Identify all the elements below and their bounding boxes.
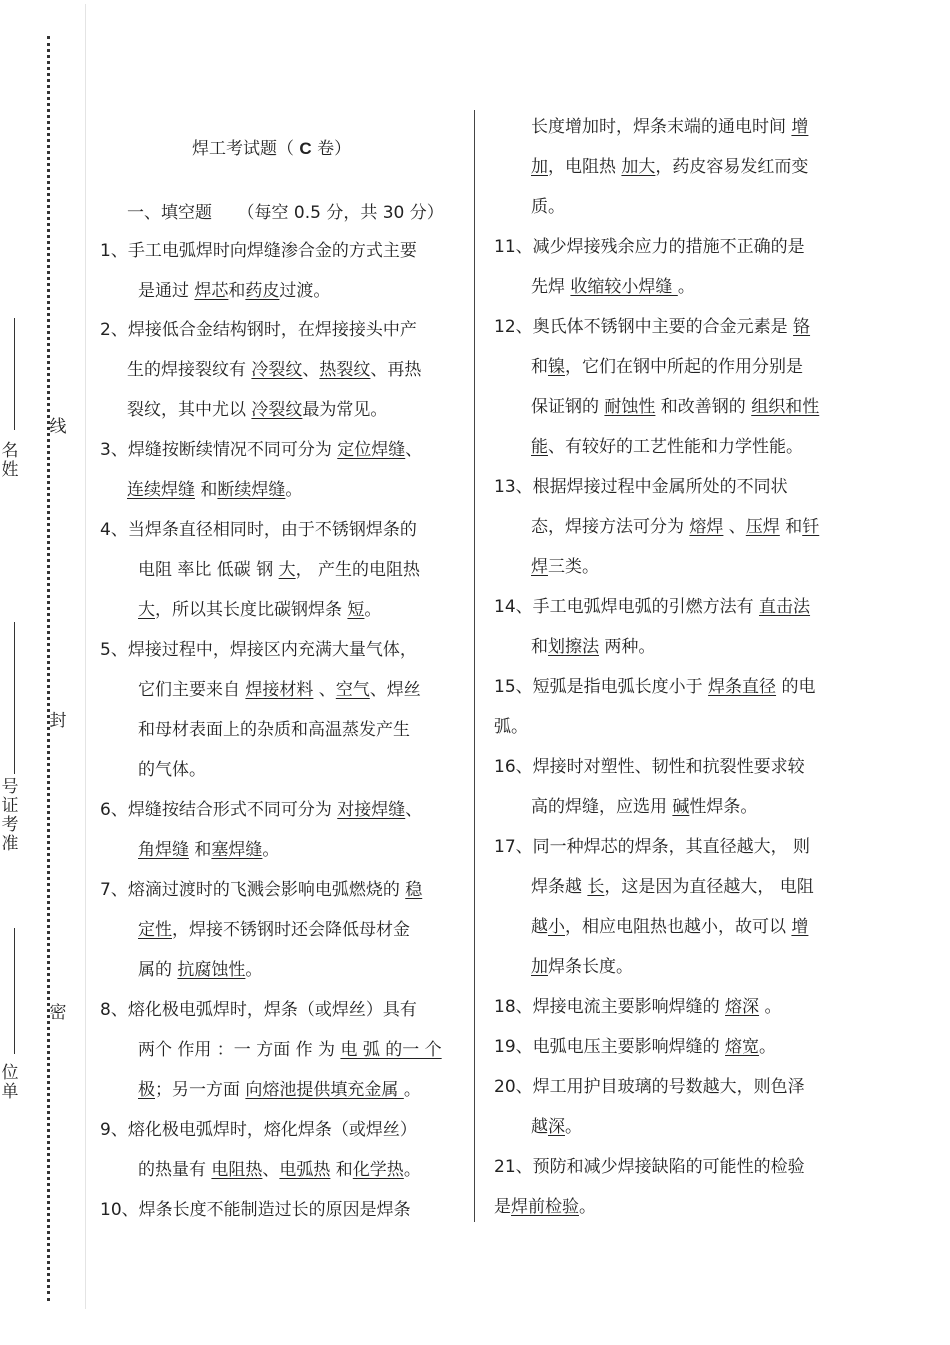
- question-text: 是: [494, 1197, 511, 1217]
- question-line: [138, 959, 262, 981]
- question-line: [531, 436, 803, 458]
- question-line: [100, 1119, 417, 1141]
- answer-blank: 电阻热: [211, 1160, 263, 1180]
- answer-blank: 角焊缝: [138, 840, 189, 860]
- question-text: 、再热: [370, 360, 422, 380]
- answer-blank: 增: [791, 917, 809, 937]
- question-line: [531, 876, 814, 898]
- answer-blank: 短: [347, 600, 365, 620]
- question-text: 电阻 率比 低碳 钢: [138, 560, 279, 580]
- answer-blank: 焊: [531, 557, 548, 577]
- question-text: 过渡。: [279, 281, 331, 301]
- question-text: 18、焊接电流主要影响焊缝的: [494, 997, 726, 1017]
- question-text: 的气体。: [138, 760, 206, 780]
- bind-mark-seal: 封: [49, 711, 67, 731]
- question-text: 。: [565, 1117, 582, 1137]
- answer-blank: 镍: [548, 357, 565, 377]
- title-paper-letter: C: [299, 139, 312, 158]
- question-text: 16、焊接时对塑性、韧性和抗裂性要求较: [494, 757, 805, 777]
- question-line: [531, 956, 633, 978]
- unit-blank-line: [14, 928, 15, 1054]
- question-text: 15、短弧是指电弧长度小于: [494, 677, 709, 697]
- answer-blank: 稳: [405, 880, 423, 900]
- answer-blank: 连续焊缝: [127, 480, 195, 500]
- answer-blank: 压焊: [745, 517, 780, 537]
- question-text: 两种。: [599, 637, 656, 657]
- question-text: 的热量有: [138, 1160, 212, 1180]
- answer-blank: 加: [531, 957, 548, 977]
- question-line: [127, 359, 421, 381]
- question-text: 。: [364, 600, 382, 620]
- question-text: 、: [313, 680, 336, 700]
- answer-blank: 能: [531, 437, 548, 457]
- question-line: [494, 676, 815, 698]
- answer-blank: 冷裂纹: [251, 360, 303, 380]
- question-line: [100, 439, 422, 461]
- answer-blank: 焊前检验: [511, 1197, 579, 1217]
- column-divider: [474, 110, 475, 1222]
- question-text: 3、焊缝按断续情况不同可分为: [100, 440, 338, 460]
- question-text: 长度增加时，焊条末端的通电时间: [531, 117, 792, 137]
- question-line: [531, 196, 565, 218]
- answer-blank: 耐蚀性: [604, 397, 656, 417]
- question-line: [494, 1156, 805, 1178]
- question-text: ，它们在钢中所起的作用分别是: [565, 357, 803, 377]
- question-text: 生的焊接裂纹有: [127, 360, 252, 380]
- question-text: 。: [403, 1160, 421, 1180]
- question-line: [138, 559, 420, 581]
- question-text: 20、焊工用护目玻璃的号数越大，则色泽: [494, 1077, 805, 1097]
- question-line: [531, 796, 757, 818]
- answer-blank: 热裂纹: [319, 360, 371, 380]
- question-text: 和: [531, 637, 548, 657]
- question-text: 6、焊缝按结合形式不同可分为: [100, 800, 338, 820]
- question-text: 19、电弧电压主要影响焊缝的: [494, 1037, 726, 1057]
- question-text: 12、奥氏体不锈钢中主要的合金元素是: [494, 317, 794, 337]
- answer-blank: 对接焊缝: [337, 800, 406, 820]
- question-text: 性焊条。: [689, 797, 758, 817]
- question-text: 。: [677, 277, 695, 297]
- bind-mark-line: 线: [49, 417, 67, 437]
- answer-blank: 大: [138, 600, 155, 620]
- answer-blank: 收缩较小焊缝: [570, 277, 678, 297]
- question-text: 焊条长度。: [548, 957, 633, 977]
- question-text: 三类。: [548, 557, 599, 577]
- question-line: [100, 519, 417, 541]
- question-line: [531, 556, 599, 578]
- question-line: [100, 319, 417, 341]
- margin-rule: [85, 4, 86, 1309]
- answer-blank: 小: [548, 917, 565, 937]
- question-line: [100, 879, 422, 901]
- question-line: [100, 240, 417, 262]
- exam-no-blank-line: [14, 622, 15, 774]
- title-text-end: 卷）: [311, 139, 352, 159]
- question-text: 和: [189, 840, 212, 860]
- question-text: ，相应电阻热也越小，故可以: [565, 917, 792, 937]
- answer-blank: 极: [138, 1080, 155, 1100]
- question-line: [531, 516, 819, 538]
- question-line: [494, 716, 528, 738]
- question-line: [100, 799, 422, 821]
- answer-blank: 碱: [672, 797, 690, 817]
- answer-blank: 加大: [621, 157, 656, 177]
- question-line: [531, 356, 803, 378]
- answer-blank: 电 弧 的一 个: [340, 1040, 442, 1060]
- question-text: 10、焊条长度不能制造过长的原因是焊条: [100, 1200, 411, 1220]
- question-text: 2、焊接低合金结构钢时，在焊接接头中产: [100, 320, 417, 340]
- question-text: 最为常见。: [302, 400, 388, 420]
- answer-blank: 加: [531, 157, 548, 177]
- question-line: [138, 679, 421, 701]
- question-line: [138, 759, 206, 781]
- answer-blank: 铬: [793, 317, 811, 337]
- question-line: [138, 839, 279, 861]
- question-line: [127, 479, 302, 501]
- name-blank-line: [14, 318, 15, 430]
- question-text: 17、同一种焊芯的焊条，其直径越大， 则: [494, 837, 811, 857]
- question-text: 质。: [531, 197, 565, 217]
- name-label: 名姓: [1, 441, 19, 480]
- question-text: 。: [759, 1037, 777, 1057]
- question-text: 的电: [776, 677, 816, 697]
- question-text: 。: [579, 1197, 596, 1217]
- question-text: 和: [228, 281, 246, 301]
- question-text: 、: [262, 1160, 280, 1180]
- question-line: [531, 1116, 582, 1138]
- question-text: 14、手工电弧焊电弧的引燃方法有: [494, 597, 760, 617]
- question-text: 和改善钢的: [655, 397, 752, 417]
- question-text: 高的焊缝，应选用: [531, 797, 673, 817]
- question-line: [494, 596, 810, 618]
- question-line: [494, 236, 805, 258]
- bind-mark-secret: 密: [49, 1003, 67, 1023]
- question-text: 弧。: [494, 717, 528, 737]
- question-text: 和: [779, 517, 803, 537]
- question-text: 先焊: [531, 277, 571, 297]
- question-line: [138, 1079, 421, 1101]
- question-line: [100, 999, 417, 1021]
- answer-blank: 直击法: [759, 597, 811, 617]
- question-text: 、: [405, 440, 423, 460]
- question-text: 、焊丝: [369, 680, 421, 700]
- answer-blank: 熔宽: [725, 1037, 760, 1057]
- question-text: ，电阻热: [548, 157, 622, 177]
- binding-dotted-line: [47, 36, 50, 1301]
- question-line: [100, 639, 417, 661]
- question-line: [127, 399, 387, 421]
- question-text: 它们主要来自: [138, 680, 246, 700]
- answer-blank: 断续焊缝: [217, 480, 286, 500]
- question-text: 21、预防和减少焊接缺陷的可能性的检验: [494, 1157, 805, 1177]
- section-heading: 一、填空题 （每空 0.5 分，共 30 分）: [127, 203, 444, 223]
- question-line: [494, 476, 788, 498]
- question-line: [531, 636, 655, 658]
- answer-blank: 熔深: [725, 997, 760, 1017]
- question-text: 13、根据焊接过程中金属所处的不同状: [494, 477, 788, 497]
- question-line: [531, 276, 695, 298]
- question-text: ， 产生的电阻热: [295, 560, 421, 580]
- question-text: 、: [405, 800, 423, 820]
- question-line: [531, 116, 808, 138]
- answer-blank: 焊条直径: [708, 677, 777, 697]
- question-line: [531, 156, 808, 178]
- question-line: [100, 1199, 411, 1221]
- question-text: 。: [285, 480, 303, 500]
- question-text: 保证钢的: [531, 397, 605, 417]
- answer-blank: 向熔池提供填充金属: [245, 1080, 404, 1100]
- question-line: [494, 1076, 805, 1098]
- question-text: 是通过: [138, 281, 195, 301]
- answer-blank: 长: [587, 877, 605, 897]
- question-text: 态，焊接方法可分为: [531, 517, 690, 537]
- answer-blank: 药皮: [245, 281, 280, 301]
- question-text: 裂纹，其中尤以: [127, 400, 252, 420]
- question-line: [138, 919, 410, 941]
- question-line: [494, 1036, 776, 1058]
- exam-no-label: 号证考准: [1, 777, 19, 854]
- question-line: [494, 756, 805, 778]
- answer-blank: 电弧热: [279, 1160, 331, 1180]
- answer-blank: 熔焊: [689, 517, 724, 537]
- answer-blank: 组织和性: [751, 397, 820, 417]
- question-text: 4、当焊条直径相同时，由于不锈钢焊条的: [100, 520, 417, 540]
- question-line: [531, 916, 808, 938]
- answer-blank: 抗腐蚀性: [177, 960, 246, 980]
- question-text: ，这是因为直径越大， 电阻: [604, 877, 814, 897]
- question-text: 属的: [138, 960, 178, 980]
- question-text: 9、熔化极电弧焊时，熔化焊条（或焊丝）: [100, 1120, 417, 1140]
- question-text: 、: [723, 517, 746, 537]
- question-line: [494, 996, 781, 1018]
- question-text: 和: [531, 357, 548, 377]
- question-line: [494, 1196, 596, 1218]
- question-line: [494, 836, 810, 858]
- question-text: 和母材表面上的杂质和高温蒸发产生: [138, 720, 410, 740]
- question-text: 7、熔滴过渡时的飞溅会影响电弧燃烧的: [100, 880, 406, 900]
- answer-blank: 深: [548, 1117, 565, 1137]
- question-line: [138, 280, 330, 302]
- unit-label: 位单: [1, 1063, 19, 1102]
- question-line: [138, 1159, 421, 1181]
- answer-blank: 定位焊缝: [337, 440, 406, 460]
- question-text: 11、减少焊接残余应力的措施不正确的是: [494, 237, 805, 257]
- answer-blank: 塞焊缝: [211, 840, 263, 860]
- question-text: 1、手工电弧焊时向焊缝渗合金的方式主要: [100, 241, 417, 261]
- question-line: [138, 719, 410, 741]
- question-text: 两个 作用 ：一 方面 作 为: [138, 1040, 341, 1060]
- question-line: [494, 316, 810, 338]
- page-title: [192, 134, 351, 159]
- question-line: [531, 396, 819, 418]
- question-text: 和: [330, 1160, 353, 1180]
- answer-blank: 焊芯: [194, 281, 229, 301]
- question-text: ，药皮容易发红而变: [655, 157, 809, 177]
- question-text: 、有较好的工艺性能和力学性能。: [548, 437, 803, 457]
- answer-blank: 焊接材料: [245, 680, 314, 700]
- question-line: [138, 599, 381, 621]
- answer-blank: 划擦法: [548, 637, 599, 657]
- question-text: ；另一方面: [155, 1080, 246, 1100]
- question-text: 和: [195, 480, 218, 500]
- answer-blank: 化学热: [352, 1160, 404, 1180]
- question-text: 、: [302, 360, 320, 380]
- answer-blank: 冷裂纹: [251, 400, 303, 420]
- question-text: 焊条越: [531, 877, 588, 897]
- question-text: 5、焊接过程中，焊接区内充满大量气体，: [100, 640, 417, 660]
- question-text: 。: [403, 1080, 421, 1100]
- question-text: 。: [759, 997, 782, 1017]
- question-text: ，焊接不锈钢时还会降低母材金: [172, 920, 410, 940]
- question-text: 越: [531, 1117, 548, 1137]
- question-text: 越: [531, 917, 548, 937]
- answer-blank: 定性: [138, 920, 172, 940]
- answer-blank: 大: [278, 560, 296, 580]
- title-text: 焊工考试题（: [192, 139, 300, 159]
- question-text: 。: [262, 840, 280, 860]
- answer-blank: 增: [791, 117, 809, 137]
- answer-blank: 钎: [802, 517, 820, 537]
- question-line: [138, 1039, 442, 1061]
- question-text: ，所以其长度比碳钢焊条: [155, 600, 348, 620]
- question-text: 。: [245, 960, 263, 980]
- question-text: 8、熔化极电弧焊时，焊条（或焊丝）具有: [100, 1000, 417, 1020]
- answer-blank: 空气: [335, 680, 370, 700]
